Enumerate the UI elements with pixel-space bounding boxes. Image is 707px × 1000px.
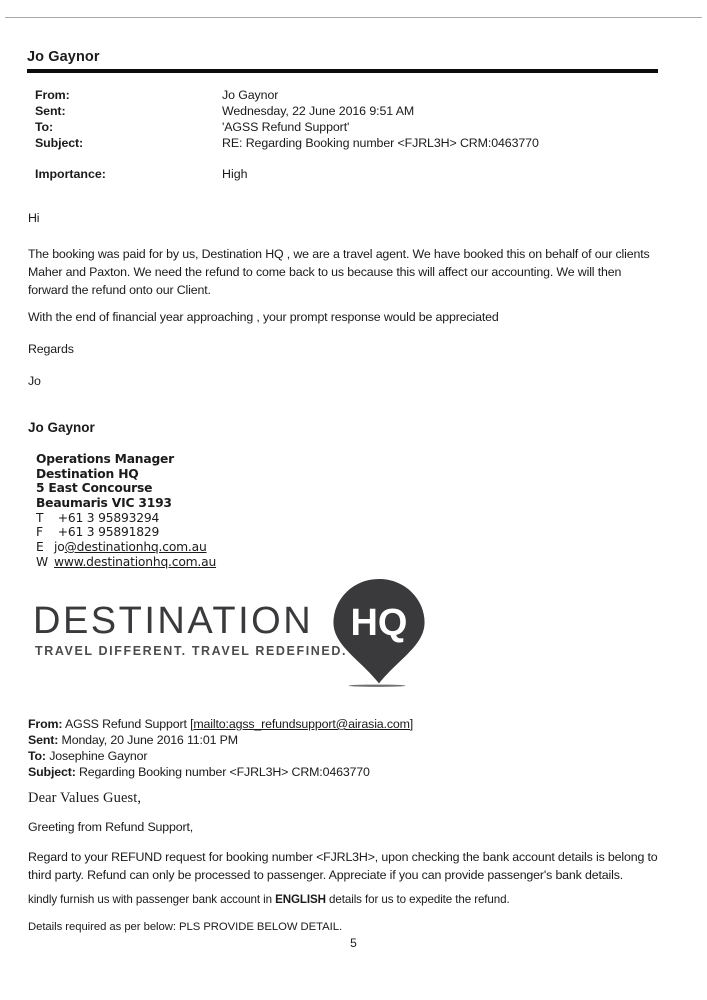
- body-paragraph-1-line-3: forward the refund onto our Client.: [28, 283, 211, 297]
- body-signoff: Jo: [28, 374, 41, 388]
- header-field-from: [35, 87, 539, 103]
- web-tag: W: [36, 554, 48, 569]
- quoted-paragraph-1-line-2: third party. Refund can only be processed to passenger. Appreciate if you can provide passenger's bank details.: [28, 868, 624, 882]
- fax-number: +61 3 95891829: [57, 525, 160, 540]
- quoted-paragraph-2-pre: kindly furnish us with passenger bank account in: [28, 893, 276, 906]
- quoted-paragraph-1-line-1: Regard to your REFUND request for booking number <FJRL3H>, upon checking the bank account details is belong to: [28, 850, 658, 864]
- body-paragraph-1-line-2: Maher and Paxton. We need the refund to come back to us because this will affect our accounting. We will then: [28, 265, 622, 279]
- quoted-greeting: Greeting from Refund Support,: [28, 820, 194, 834]
- quoted-subject-row: [28, 764, 413, 780]
- svg-text:HQ: HQ: [350, 601, 408, 644]
- email-user: jo: [54, 540, 65, 555]
- body-paragraph-1-line-1: The booking was paid for by us, Destination HQ , we are a travel agent. We have booked this on behalf of our clients: [28, 247, 650, 261]
- page-top-rule: [5, 17, 702, 18]
- sent-value: Wednesday, 22 June 2016 9:51 AM: [222, 104, 415, 118]
- quoted-subject-label: Subject:: [28, 765, 76, 779]
- phone-number: +61 3 95893294: [57, 510, 160, 525]
- logo-tagline: TRAVEL DIFFERENT. TRAVEL REDEFINED.: [35, 644, 348, 658]
- heading-rule: [27, 69, 658, 73]
- signature-block: [36, 452, 216, 570]
- page-number: 5: [350, 936, 357, 950]
- importance-label: Importance:: [35, 167, 106, 181]
- phone-tag: T: [36, 510, 44, 525]
- signature-name: Jo Gaynor: [28, 420, 95, 435]
- signature-address-line-1: 5 East Concourse: [36, 481, 153, 496]
- email-tag: E: [36, 540, 44, 555]
- importance-value: High: [222, 167, 248, 181]
- quoted-sent-row: [28, 732, 413, 748]
- quoted-subject-value: Regarding Booking number <FJRL3H> CRM:0463770: [78, 765, 370, 779]
- header-field-to: [35, 119, 539, 135]
- email-header-fields: [35, 87, 539, 151]
- quoted-paragraph-3: Details required as per below: PLS PROVIDE BELOW DETAIL.: [28, 921, 343, 933]
- quoted-sent-value: Monday, 20 June 2016 11:01 PM: [61, 733, 238, 747]
- quoted-from-value: AGSS Refund Support: [64, 717, 191, 731]
- page-title: Jo Gaynor: [27, 49, 100, 65]
- quoted-to-row: [28, 748, 413, 764]
- body-greeting: Hi: [28, 211, 40, 225]
- quoted-from-mailto-link[interactable]: [mailto:agss_refundsupport@airasia.com]: [190, 717, 414, 731]
- body-paragraph-1: [28, 245, 650, 299]
- quoted-sent-label: Sent:: [28, 733, 59, 747]
- from-label: From:: [35, 88, 70, 102]
- header-field-sent: [35, 103, 539, 119]
- subject-label: Subject:: [35, 136, 84, 150]
- quoted-paragraph-2-post: details for us to expedite the refund.: [325, 893, 510, 906]
- body-closing: Regards: [28, 342, 74, 356]
- signature-company: Destination HQ: [36, 466, 139, 481]
- email-link[interactable]: @destinationhq.com.au: [64, 540, 207, 555]
- signature-role: Operations Manager: [36, 452, 175, 466]
- from-value: Jo Gaynor: [222, 88, 279, 102]
- quoted-from-row: [28, 716, 413, 732]
- signature-phone-row: [36, 511, 216, 526]
- quoted-paragraph-2-emphasis: ENGLISH: [275, 893, 326, 906]
- quoted-email-header: [28, 716, 413, 780]
- signature-address-line-2: Beaumaris VIC 3193: [36, 496, 172, 511]
- signature-email-row: [36, 540, 216, 555]
- quoted-to-value: Josephine Gaynor: [49, 749, 148, 763]
- logo-wordmark: DESTINATION: [33, 600, 314, 642]
- header-field-importance: [35, 166, 247, 182]
- map-pin-icon: [323, 578, 435, 690]
- quoted-salutation: Dear Values Guest,: [28, 790, 142, 806]
- quoted-to-label: To:: [28, 749, 46, 763]
- header-field-subject: [35, 135, 539, 151]
- website-link[interactable]: www.destinationhq.com.au: [54, 554, 217, 569]
- destination-hq-logo: [30, 578, 450, 690]
- signature-fax-row: [36, 525, 216, 540]
- subject-value: RE: Regarding Booking number <FJRL3H> CRM:0463770: [222, 136, 539, 150]
- to-value: 'AGSS Refund Support': [222, 120, 350, 134]
- quoted-paragraph-2: [28, 893, 510, 906]
- quoted-from-label: From:: [28, 717, 63, 731]
- to-label: To:: [35, 120, 54, 134]
- body-paragraph-2: With the end of financial year approaching , your prompt response would be appreciated: [28, 310, 499, 324]
- signature-web-row: [36, 555, 216, 570]
- fax-tag: F: [36, 525, 43, 540]
- quoted-paragraph-1: [28, 848, 658, 884]
- sent-label: Sent:: [35, 104, 66, 118]
